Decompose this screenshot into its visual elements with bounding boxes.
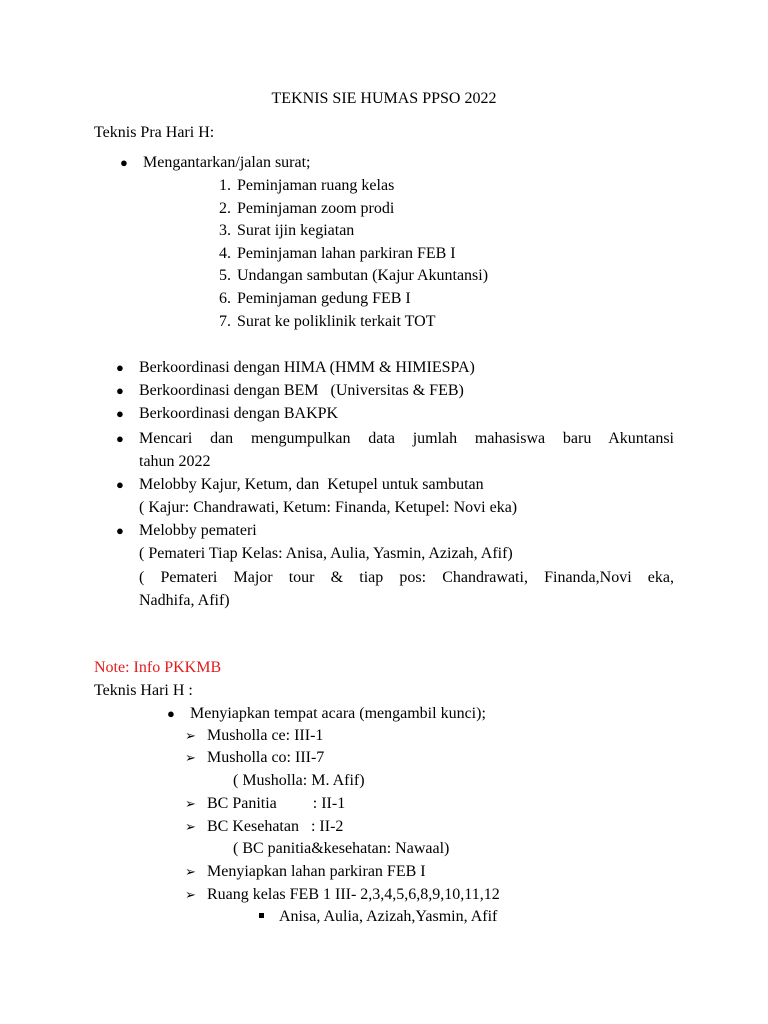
bullet-icon: ● (116, 383, 124, 398)
document-title: TEKNIS SIE HUMAS PPSO 2022 (271, 90, 497, 107)
list-item: Peminjaman zoom prodi (237, 200, 395, 217)
list-item: Melobby pemateri (139, 522, 257, 539)
bullet-icon: ● (116, 360, 124, 375)
list-item: Surat ijin kegiatan (237, 222, 355, 239)
list-item: Ruang kelas FEB 1 III- 2,3,4,5,6,8,9,10,11,12 (207, 886, 500, 903)
arrow-bullet-icon: ➢ (185, 728, 196, 743)
list-item-detail: ( Pemateri Tiap Kelas: Anisa, Aulia, Yasmin, Azizah, Afif) (139, 545, 513, 562)
list-item-detail: Nadhifa, Afif) (139, 592, 230, 609)
bullet-icon: ● (116, 477, 124, 492)
list-item-detail: ( Kajur: Chandrawati, Ketum: Finanda, Ketupel: Novi eka) (139, 499, 518, 516)
list-item-continuation: tahun 2022 (139, 453, 211, 470)
list-number: 3. (219, 222, 231, 239)
bullet-icon: ● (167, 706, 175, 721)
list-number: 2. (219, 200, 231, 217)
list-item: BC Kesehatan : II-2 (207, 818, 344, 835)
list-item: Peminjaman gedung FEB I (237, 290, 411, 307)
list-item: Berkoordinasi dengan HIMA (HMM & HIMIESPA) (139, 359, 475, 376)
bullet-icon: ● (116, 523, 124, 538)
list-item: Peminjaman ruang kelas (237, 177, 395, 194)
list-item-detail: ( Pemateri Major tour & tiap pos: Chandrawati, Finanda,Novi eka, (139, 569, 674, 586)
list-number: 1. (219, 177, 231, 194)
list-number: 4. (219, 245, 231, 262)
list-item: Menyiapkan lahan parkiran FEB I (207, 863, 426, 880)
list-number: 5. (219, 267, 231, 284)
list-number: 6. (219, 290, 231, 307)
list-item-detail: ( BC panitia&kesehatan: Nawaal) (233, 840, 450, 857)
list-item: Surat ke poliklinik terkait TOT (237, 313, 436, 330)
list-item: Musholla co: III-7 (207, 749, 325, 766)
note-text: Note: Info PKKMB (94, 659, 222, 676)
list-item: Melobby Kajur, Ketum, dan Ketupel untuk sambutan (139, 476, 484, 493)
list-item: Mencari dan mengumpulkan data jumlah mahasiswa baru Akuntansi (139, 430, 674, 447)
list-item: BC Panitia : II-1 (207, 795, 346, 812)
arrow-bullet-icon: ➢ (185, 864, 196, 879)
bullet-icon: ● (116, 431, 124, 446)
list-item: Berkoordinasi dengan BAKPK (139, 405, 339, 422)
list-item: Anisa, Aulia, Azizah,Yasmin, Afif (279, 908, 498, 925)
list-item: Peminjaman lahan parkiran FEB I (237, 245, 456, 262)
surat-label: Mengantarkan/jalan surat; (143, 154, 311, 171)
list-item: Berkoordinasi dengan BEM (Universitas & FEB) (139, 382, 464, 399)
bullet-icon: ● (116, 406, 124, 421)
list-item: Undangan sambutan (Kajur Akuntansi) (237, 267, 489, 284)
pre-day-heading: Teknis Pra Hari H: (94, 124, 215, 141)
square-bullet-icon (259, 913, 264, 918)
day-heading: Teknis Hari H : (94, 682, 193, 699)
list-item-detail: ( Musholla: M. Afif) (233, 772, 365, 789)
bullet-icon: ● (120, 155, 128, 170)
arrow-bullet-icon: ➢ (185, 750, 196, 765)
list-number: 7. (219, 313, 231, 330)
arrow-bullet-icon: ➢ (185, 796, 196, 811)
arrow-bullet-icon: ➢ (185, 819, 196, 834)
list-item: Musholla ce: III-1 (207, 727, 324, 744)
arrow-bullet-icon: ➢ (185, 887, 196, 902)
list-item: Menyiapkan tempat acara (mengambil kunci); (190, 705, 486, 722)
